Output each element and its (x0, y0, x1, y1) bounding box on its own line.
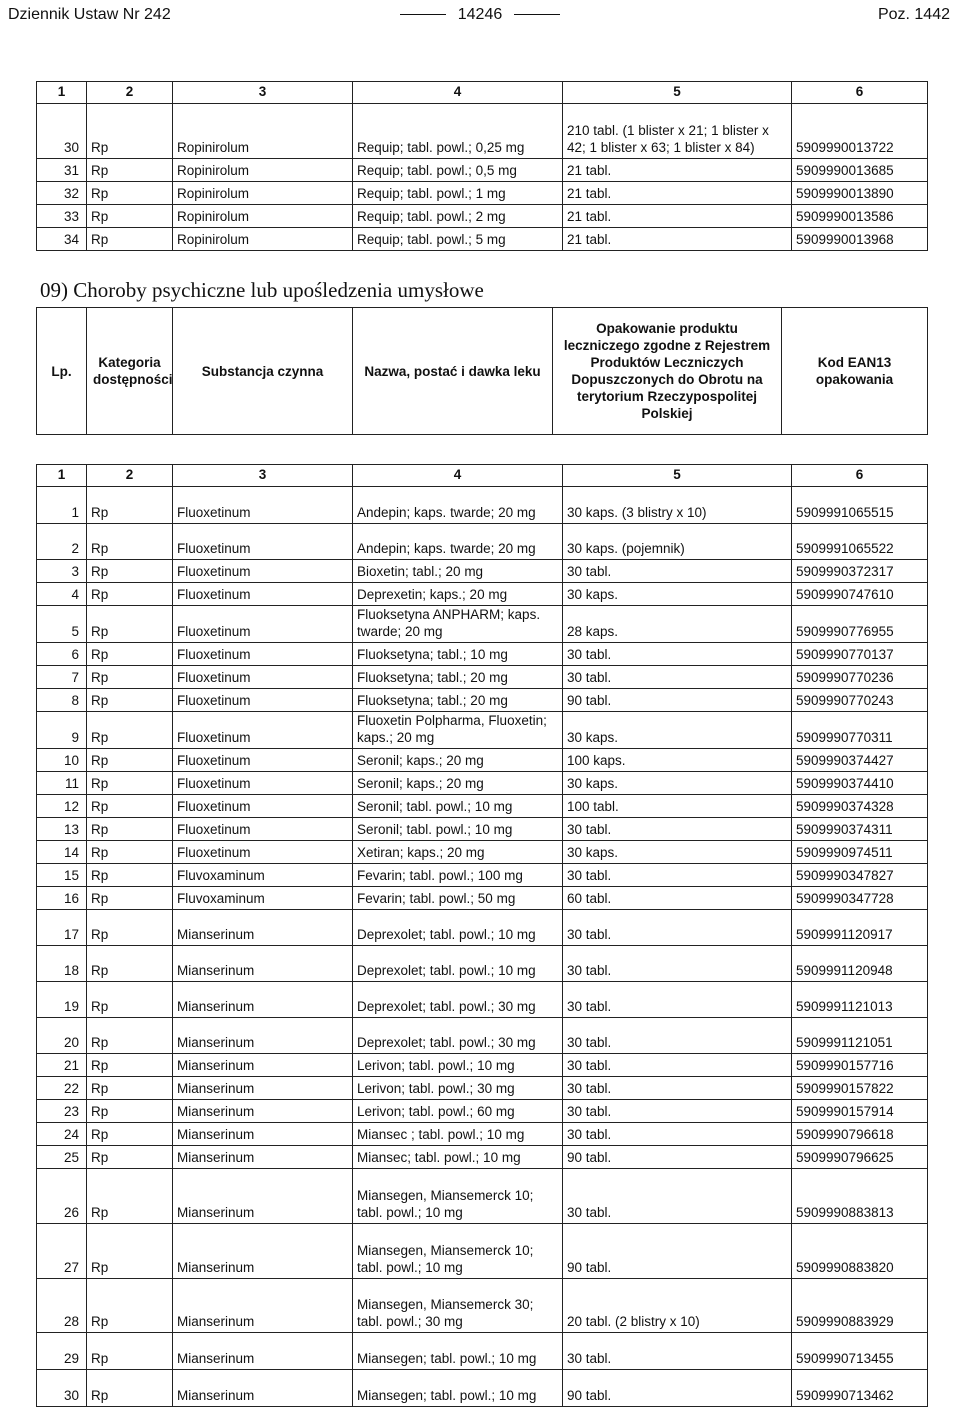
cell-sub: Ropinirolum (173, 159, 353, 182)
cell-sub: Fluoxetinum (173, 818, 353, 841)
table-row (37, 910, 928, 946)
cell-nazwa: Andepin; kaps. twarde; 20 mg (353, 487, 563, 524)
cell-opak: 30 tabl. (563, 1077, 792, 1100)
cell-kat: Rp (87, 487, 173, 524)
cell-sub: Ropinirolum (173, 228, 353, 251)
cell-ean: 5909990374328 (792, 795, 928, 818)
cell-ean: 5909990013722 (792, 104, 928, 159)
cell-ean: 5909991065515 (792, 487, 928, 524)
cell-opak: 210 tabl. (1 blister x 21; 1 blister x 42; 1 blister x 63; 1 blister x 84) (563, 104, 792, 159)
cell-ean: 5909990776955 (792, 606, 928, 643)
cell-lp: 13 (37, 818, 87, 841)
cell-opak: 30 tabl. (563, 910, 792, 946)
cell-opak: 20 tabl. (2 blistry x 10) (563, 1279, 792, 1333)
cell-opak: 30 tabl. (563, 1333, 792, 1370)
table-row (37, 643, 928, 666)
table-row (37, 982, 928, 1018)
cell-kat: Rp (87, 982, 173, 1018)
cell-nazwa: Deprexolet; tabl. powl.; 10 mg (353, 946, 563, 982)
table-row (37, 560, 928, 583)
cell-sub: Mianserinum (173, 1100, 353, 1123)
table-row (37, 795, 928, 818)
cell-ean: 5909990347728 (792, 887, 928, 910)
cell-sub: Fluoxetinum (173, 524, 353, 560)
cell-lp: 26 (37, 1169, 87, 1224)
table-row (37, 228, 928, 251)
cell-kat: Rp (87, 524, 173, 560)
cell-opak: 30 tabl. (563, 1169, 792, 1224)
table-top (36, 81, 928, 251)
cell-nazwa: Bioxetin; tabl.; 20 mg (353, 560, 563, 583)
cell-opak: 30 kaps. (563, 712, 792, 749)
col-ean: Kod EAN13 opakowania (782, 308, 928, 435)
cell-nazwa: Requip; tabl. powl.; 2 mg (353, 205, 563, 228)
cell-nazwa: Deprexolet; tabl. powl.; 30 mg (353, 1018, 563, 1054)
cell-opak: 30 tabl. (563, 560, 792, 583)
cell-kat: Rp (87, 104, 173, 159)
cell-lp: 33 (37, 205, 87, 228)
cell-kat: Rp (87, 606, 173, 643)
cell-ean: 5909991121051 (792, 1018, 928, 1054)
table-row (37, 772, 928, 795)
cell-opak: 30 kaps. (3 blistry x 10) (563, 487, 792, 524)
cell-opak: 100 tabl. (563, 795, 792, 818)
cell-opak: 30 kaps. (pojemnik) (563, 524, 792, 560)
cell-ean: 5909990974511 (792, 841, 928, 864)
cell-sub: Mianserinum (173, 1123, 353, 1146)
table-row (37, 524, 928, 560)
table-row (37, 606, 928, 643)
table-row (37, 1077, 928, 1100)
cell-lp: 21 (37, 1054, 87, 1077)
cell-kat: Rp (87, 887, 173, 910)
cell-kat: Rp (87, 1333, 173, 1370)
table-row (37, 1370, 928, 1407)
column-number-row: 1 2 3 4 5 6 (37, 82, 928, 104)
cell-lp: 30 (37, 104, 87, 159)
cell-kat: Rp (87, 946, 173, 982)
cell-opak: 21 tabl. (563, 159, 792, 182)
cell-opak: 30 kaps. (563, 583, 792, 606)
cell-kat: Rp (87, 1169, 173, 1224)
cell-sub: Ropinirolum (173, 182, 353, 205)
cell-lp: 11 (37, 772, 87, 795)
cell-lp: 16 (37, 887, 87, 910)
cell-lp: 22 (37, 1077, 87, 1100)
cell-kat: Rp (87, 795, 173, 818)
cell-nazwa: Miansec ; tabl. powl.; 10 mg (353, 1123, 563, 1146)
cell-sub: Mianserinum (173, 1018, 353, 1054)
cell-opak: 30 tabl. (563, 666, 792, 689)
table-row (37, 666, 928, 689)
cell-nazwa: Miansegen, Miansemerck 10; tabl. powl.; 10 mg (353, 1169, 563, 1224)
cell-nazwa: Xetiran; kaps.; 20 mg (353, 841, 563, 864)
cell-nazwa: Deprexolet; tabl. powl.; 30 mg (353, 982, 563, 1018)
cell-lp: 32 (37, 182, 87, 205)
cell-ean: 5909990157914 (792, 1100, 928, 1123)
cell-kat: Rp (87, 910, 173, 946)
cell-ean: 5909990347827 (792, 864, 928, 887)
cell-lp: 9 (37, 712, 87, 749)
cell-nazwa: Lerivon; tabl. powl.; 60 mg (353, 1100, 563, 1123)
cell-ean: 5909990013586 (792, 205, 928, 228)
cell-nazwa: Seronil; tabl. powl.; 10 mg (353, 795, 563, 818)
cell-ean: 5909990372317 (792, 560, 928, 583)
cell-kat: Rp (87, 666, 173, 689)
cell-kat: Rp (87, 1077, 173, 1100)
cell-kat: Rp (87, 1018, 173, 1054)
cell-sub: Ropinirolum (173, 104, 353, 159)
table-row (37, 1018, 928, 1054)
cell-ean: 5909990374311 (792, 818, 928, 841)
cell-ean: 5909991120948 (792, 946, 928, 982)
cell-ean: 5909991120917 (792, 910, 928, 946)
cell-nazwa: Requip; tabl. powl.; 0,25 mg (353, 104, 563, 159)
cell-ean: 5909990013685 (792, 159, 928, 182)
cell-lp: 8 (37, 689, 87, 712)
cell-ean: 5909990374427 (792, 749, 928, 772)
position-number: Poz. 1442 (877, 6, 950, 23)
table-row (37, 818, 928, 841)
cell-kat: Rp (87, 583, 173, 606)
cell-ean: 5909990374410 (792, 772, 928, 795)
cell-lp: 2 (37, 524, 87, 560)
cell-opak: 30 tabl. (563, 864, 792, 887)
cell-ean: 5909990770243 (792, 689, 928, 712)
col-opakowanie: Opakowanie produktu leczniczego zgodne z Rejestrem Produktów Leczniczych Dopuszczonych do Obrotu na terytorium Rzeczypospolitej Polskiej (553, 308, 782, 435)
cell-sub: Fluoxetinum (173, 560, 353, 583)
cell-lp: 10 (37, 749, 87, 772)
cell-kat: Rp (87, 712, 173, 749)
cell-opak: 21 tabl. (563, 182, 792, 205)
cell-nazwa: Fluoksetyna; tabl.; 10 mg (353, 643, 563, 666)
cell-lp: 15 (37, 864, 87, 887)
cell-sub: Fluoxetinum (173, 643, 353, 666)
cell-nazwa: Miansegen; tabl. powl.; 10 mg (353, 1333, 563, 1370)
cell-kat: Rp (87, 560, 173, 583)
cell-sub: Fluoxetinum (173, 841, 353, 864)
cell-opak: 21 tabl. (563, 228, 792, 251)
cell-sub: Fluoxetinum (173, 712, 353, 749)
cell-sub: Fluoxetinum (173, 606, 353, 643)
table-row (37, 1054, 928, 1077)
cell-opak: 100 kaps. (563, 749, 792, 772)
cell-nazwa: Miansec; tabl. powl.; 10 mg (353, 1146, 563, 1169)
cell-sub: Fluoxetinum (173, 795, 353, 818)
cell-ean: 5909990713455 (792, 1333, 928, 1370)
table-row (37, 749, 928, 772)
cell-nazwa: Deprexolet; tabl. powl.; 10 mg (353, 910, 563, 946)
cell-ean: 5909991065522 (792, 524, 928, 560)
cell-kat: Rp (87, 1146, 173, 1169)
cell-sub: Mianserinum (173, 1169, 353, 1224)
cell-ean: 5909991121013 (792, 982, 928, 1018)
cell-sub: Fluoxetinum (173, 487, 353, 524)
table-row (37, 583, 928, 606)
table-row (37, 841, 928, 864)
cell-kat: Rp (87, 205, 173, 228)
cell-opak: 90 tabl. (563, 1146, 792, 1169)
table-row (37, 1333, 928, 1370)
cell-sub: Mianserinum (173, 1370, 353, 1407)
cell-lp: 30 (37, 1370, 87, 1407)
cell-ean: 5909990157716 (792, 1054, 928, 1077)
cell-opak: 30 kaps. (563, 841, 792, 864)
cell-ean: 5909990796625 (792, 1146, 928, 1169)
cell-lp: 12 (37, 795, 87, 818)
table-row (37, 946, 928, 982)
column-number-row: 1 2 3 4 5 6 (37, 465, 928, 487)
cell-kat: Rp (87, 1123, 173, 1146)
cell-lp: 1 (37, 487, 87, 524)
cell-sub: Mianserinum (173, 910, 353, 946)
cell-ean: 5909990713462 (792, 1370, 928, 1407)
cell-nazwa: Miansegen; tabl. powl.; 10 mg (353, 1370, 563, 1407)
cell-lp: 18 (37, 946, 87, 982)
cell-lp: 4 (37, 583, 87, 606)
cell-sub: Mianserinum (173, 982, 353, 1018)
cell-kat: Rp (87, 818, 173, 841)
cell-opak: 90 tabl. (563, 689, 792, 712)
table-row (37, 1123, 928, 1146)
cell-lp: 5 (37, 606, 87, 643)
cell-ean: 5909990796618 (792, 1123, 928, 1146)
cell-kat: Rp (87, 772, 173, 795)
col-nazwa: Nazwa, postać i dawka leku (353, 308, 553, 435)
table-row (37, 1279, 928, 1333)
cell-nazwa: Fluoksetyna; tabl.; 20 mg (353, 689, 563, 712)
cell-nazwa: Requip; tabl. powl.; 5 mg (353, 228, 563, 251)
cell-nazwa: Andepin; kaps. twarde; 20 mg (353, 524, 563, 560)
cell-lp: 27 (37, 1224, 87, 1279)
cell-opak: 30 tabl. (563, 982, 792, 1018)
cell-sub: Fluvoxaminum (173, 864, 353, 887)
cell-kat: Rp (87, 1100, 173, 1123)
table-row (37, 1169, 928, 1224)
cell-lp: 34 (37, 228, 87, 251)
cell-ean: 5909990747610 (792, 583, 928, 606)
cell-nazwa: Fevarin; tabl. powl.; 100 mg (353, 864, 563, 887)
cell-nazwa: Deprexetin; kaps.; 20 mg (353, 583, 563, 606)
cell-opak: 28 kaps. (563, 606, 792, 643)
cell-opak: 90 tabl. (563, 1224, 792, 1279)
table-row (37, 887, 928, 910)
cell-lp: 28 (37, 1279, 87, 1333)
table-row (37, 159, 928, 182)
table-row (37, 1100, 928, 1123)
cell-sub: Fluoxetinum (173, 666, 353, 689)
cell-kat: Rp (87, 841, 173, 864)
cell-opak: 21 tabl. (563, 205, 792, 228)
cell-ean: 5909990013890 (792, 182, 928, 205)
table-row (37, 864, 928, 887)
cell-sub: Mianserinum (173, 1146, 353, 1169)
cell-kat: Rp (87, 182, 173, 205)
page-number: 14246 (0, 6, 960, 24)
cell-lp: 7 (37, 666, 87, 689)
cell-opak: 90 tabl. (563, 1370, 792, 1407)
cell-lp: 31 (37, 159, 87, 182)
cell-ean: 5909990157822 (792, 1077, 928, 1100)
cell-opak: 60 tabl. (563, 887, 792, 910)
cell-lp: 29 (37, 1333, 87, 1370)
cell-lp: 6 (37, 643, 87, 666)
cell-kat: Rp (87, 864, 173, 887)
cell-lp: 25 (37, 1146, 87, 1169)
cell-nazwa: Lerivon; tabl. powl.; 30 mg (353, 1077, 563, 1100)
cell-kat: Rp (87, 643, 173, 666)
col-substancja: Substancja czynna (173, 308, 353, 435)
page-header (0, 0, 960, 30)
cell-sub: Fluvoxaminum (173, 887, 353, 910)
cell-sub: Mianserinum (173, 1333, 353, 1370)
table-row (37, 182, 928, 205)
table-row (37, 689, 928, 712)
table-row (37, 1224, 928, 1279)
cell-kat: Rp (87, 228, 173, 251)
cell-opak: 30 tabl. (563, 1054, 792, 1077)
cell-sub: Mianserinum (173, 1279, 353, 1333)
cell-kat: Rp (87, 159, 173, 182)
cell-ean: 5909990883820 (792, 1224, 928, 1279)
table-row (37, 205, 928, 228)
col-kategoria: Kategoria dostępności (87, 308, 173, 435)
cell-kat: Rp (87, 1279, 173, 1333)
cell-ean: 5909990883929 (792, 1279, 928, 1333)
cell-nazwa: Fluoksetyna ANPHARM; kaps. twarde; 20 mg (353, 606, 563, 643)
cell-lp: 20 (37, 1018, 87, 1054)
cell-nazwa: Requip; tabl. powl.; 1 mg (353, 182, 563, 205)
cell-sub: Fluoxetinum (173, 749, 353, 772)
cell-sub: Mianserinum (173, 1224, 353, 1279)
cell-nazwa: Miansegen, Miansemerck 30; tabl. powl.; 30 mg (353, 1279, 563, 1333)
section-title: 09) Choroby psychiczne lub upośledzenia umysłowe (40, 278, 484, 302)
cell-lp: 24 (37, 1123, 87, 1146)
cell-opak: 30 tabl. (563, 643, 792, 666)
table-row (37, 487, 928, 524)
cell-sub: Fluoxetinum (173, 772, 353, 795)
cell-nazwa: Lerivon; tabl. powl.; 10 mg (353, 1054, 563, 1077)
cell-nazwa: Miansegen, Miansemerck 10; tabl. powl.; 10 mg (353, 1224, 563, 1279)
cell-ean: 5909990770236 (792, 666, 928, 689)
cell-lp: 14 (37, 841, 87, 864)
cell-kat: Rp (87, 1370, 173, 1407)
cell-ean: 5909990883813 (792, 1169, 928, 1224)
table-row (37, 1146, 928, 1169)
cell-nazwa: Fluoksetyna; tabl.; 20 mg (353, 666, 563, 689)
cell-opak: 30 tabl. (563, 1123, 792, 1146)
cell-opak: 30 tabl. (563, 946, 792, 982)
cell-opak: 30 tabl. (563, 1018, 792, 1054)
cell-kat: Rp (87, 1054, 173, 1077)
column-header-table (36, 307, 928, 435)
cell-sub: Mianserinum (173, 1054, 353, 1077)
cell-nazwa: Fluoxetin Polpharma, Fluoxetin; kaps.; 20 mg (353, 712, 563, 749)
cell-lp: 17 (37, 910, 87, 946)
cell-nazwa: Seronil; kaps.; 20 mg (353, 749, 563, 772)
cell-kat: Rp (87, 689, 173, 712)
cell-opak: 30 tabl. (563, 818, 792, 841)
col-lp: Lp. (37, 308, 87, 435)
cell-sub: Fluoxetinum (173, 583, 353, 606)
cell-nazwa: Fevarin; tabl. powl.; 50 mg (353, 887, 563, 910)
cell-kat: Rp (87, 1224, 173, 1279)
cell-sub: Mianserinum (173, 1077, 353, 1100)
cell-nazwa: Seronil; tabl. powl.; 10 mg (353, 818, 563, 841)
cell-opak: 30 kaps. (563, 772, 792, 795)
cell-lp: 19 (37, 982, 87, 1018)
table-row (37, 104, 928, 159)
table-row (37, 712, 928, 749)
cell-kat: Rp (87, 749, 173, 772)
cell-lp: 3 (37, 560, 87, 583)
journal-title: Dziennik Ustaw Nr 242 (8, 6, 171, 23)
cell-lp: 23 (37, 1100, 87, 1123)
cell-opak: 30 tabl. (563, 1100, 792, 1123)
cell-sub: Ropinirolum (173, 205, 353, 228)
cell-sub: Mianserinum (173, 946, 353, 982)
cell-sub: Fluoxetinum (173, 689, 353, 712)
cell-ean: 5909990770311 (792, 712, 928, 749)
table-main (36, 464, 928, 1407)
cell-ean: 5909990770137 (792, 643, 928, 666)
cell-ean: 5909990013968 (792, 228, 928, 251)
cell-nazwa: Requip; tabl. powl.; 0,5 mg (353, 159, 563, 182)
cell-nazwa: Seronil; kaps.; 20 mg (353, 772, 563, 795)
